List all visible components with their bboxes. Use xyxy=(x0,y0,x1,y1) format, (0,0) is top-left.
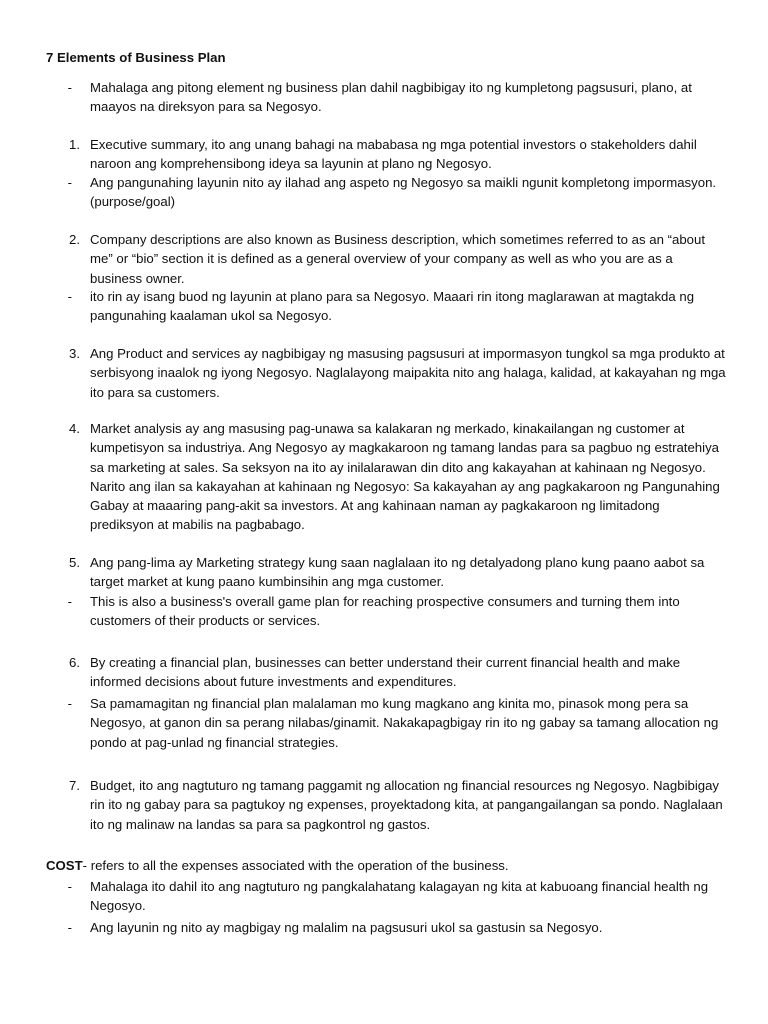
element-1-number: 1. xyxy=(69,137,80,152)
cost-bullet-1 xyxy=(46,877,726,916)
element-4-number: 4. xyxy=(69,421,80,436)
dash-marker: - xyxy=(67,175,72,190)
element-3-text: Ang Product and services ay nagbibigay ng masusing pagsusuri at impormasyon tungkol sa mga produkto at serbisyong inaalok ng iyong Negosyo. Naglalayong maipakita nito ang halaga, kalidad, at kakayahan ng mga ito para sa customers. xyxy=(90,346,726,400)
element-7-text: Budget, ito ang nagtuturo ng tamang paggamit ng allocation ng financial resources ng Negosyo. Nagbibigay rin ito ng gabay para sa pagtukoy ng expenses, proyektadong kita, at pangangailangan sa pondo. Naglalaan ito ng malinaw na landas sa para sa pagkontrol ng gastos. xyxy=(90,778,723,832)
element-5-bullet-text: This is also a business's overall game plan for reaching prospective consumers and turning them into customers of their products or services. xyxy=(90,594,680,629)
element-6 xyxy=(46,653,726,692)
document-title: 7 Elements of Business Plan xyxy=(46,50,226,65)
element-1 xyxy=(46,135,726,174)
element-2-bullet-text: ito rin ay isang buod ng layunin at plano para sa Negosyo. Maaari rin itong maglarawan at magtakda ng pangunahing kaalaman ukol sa Negosyo. xyxy=(90,289,695,324)
dash-marker: - xyxy=(67,289,72,304)
element-5 xyxy=(46,553,726,592)
element-2 xyxy=(46,230,726,288)
element-6-number: 6. xyxy=(69,655,80,670)
element-2-bullet xyxy=(46,287,726,326)
element-6-bullet xyxy=(46,694,726,752)
element-6-text: By creating a financial plan, businesses can better understand their current financial health and make informed decisions about future investments and expenditures. xyxy=(90,655,681,690)
element-3 xyxy=(46,344,726,402)
element-2-number: 2. xyxy=(69,232,80,247)
cost-bullet-2 xyxy=(46,918,726,937)
cost-definition xyxy=(46,856,726,875)
element-5-bullet xyxy=(46,592,726,631)
intro-item xyxy=(46,78,726,117)
element-1-text: Executive summary, ito ang unang bahagi na mababasa ng mga potential investors o stakeholders dahil naroon ang komprehensibong ideya sa layunin at plano ng Negosyo. xyxy=(90,137,697,172)
cost-definition-text: - refers to all the expenses associated with the operation of the business. xyxy=(82,858,509,873)
cost-term: COST xyxy=(46,858,83,873)
dash-marker: - xyxy=(67,879,72,894)
element-1-bullet-text: Ang pangunahing layunin nito ay ilahad ang aspeto ng Negosyo sa maikli ngunit kompletong impormasyon. (purpose/goal) xyxy=(90,175,717,210)
element-4 xyxy=(46,419,726,535)
cost-bullet-1-text: Mahalaga ito dahil ito ang nagtuturo ng pangkalahatang kalagayan ng kita at kabuoang financial health ng Negosyo. xyxy=(90,879,709,914)
dash-marker: - xyxy=(67,920,72,935)
intro-text: Mahalaga ang pitong element ng business plan dahil nagbibigay ito ng kumpletong pagsusuri, plano, at maayos na direksyon para sa Negosyo. xyxy=(90,80,692,115)
element-4-text: Market analysis ay ang masusing pag-unawa sa kalakaran ng merkado, kinakailangan ng customer at kumpetisyon sa industriya. Ang Negosyo ay magkakaroon ng tamang landas para sa pagbuo ng estratehiya sa marketing at sales. Sa seksyon na ito ay inilalarawan din dito ang kakayahan at kahinaan ng Negosyo. Narito ang ilan sa kakayahan at kahinaan ng Negosyo: Sa kakayahan ay ang pagkakaroon ng Pangunahing Gabay at maaaring pang-akit sa investors. At ang kahinaan naman ay pagkakaroon ng limitadong prediksyon at mabilis na pagbabago. xyxy=(90,421,720,533)
element-7-number: 7. xyxy=(69,778,80,793)
cost-bullet-2-text: Ang layunin ng nito ay magbigay ng malalim na pagsusuri ukol sa gastusin sa Negosyo. xyxy=(90,920,603,935)
element-7 xyxy=(46,776,726,834)
element-5-text: Ang pang-lima ay Marketing strategy kung saan naglalaan ito ng detalyadong plano kung paano aabot sa target market at kung paano kumbinsihin ang mga customer. xyxy=(90,555,705,590)
dash-marker: - xyxy=(67,594,72,609)
element-2-text: Company descriptions are also known as Business description, which sometimes referred to as an “about me” or “bio” section it is defined as a general overview of your company as well as who you are as a business owner. xyxy=(90,232,705,286)
element-5-number: 5. xyxy=(69,555,80,570)
element-3-number: 3. xyxy=(69,346,80,361)
dash-marker: - xyxy=(67,696,72,711)
dash-marker: - xyxy=(67,80,72,95)
element-6-bullet-text: Sa pamamagitan ng financial plan malalaman mo kung magkano ang kinita mo, pinasok mong pera sa Negosyo, at ganon din sa perang nilabas/ginamit. Nakakapagbigay rin ito ng gabay sa tamang allocation ng pondo at pag-unlad ng financial strategies. xyxy=(90,696,719,750)
element-1-bullet xyxy=(46,173,726,212)
